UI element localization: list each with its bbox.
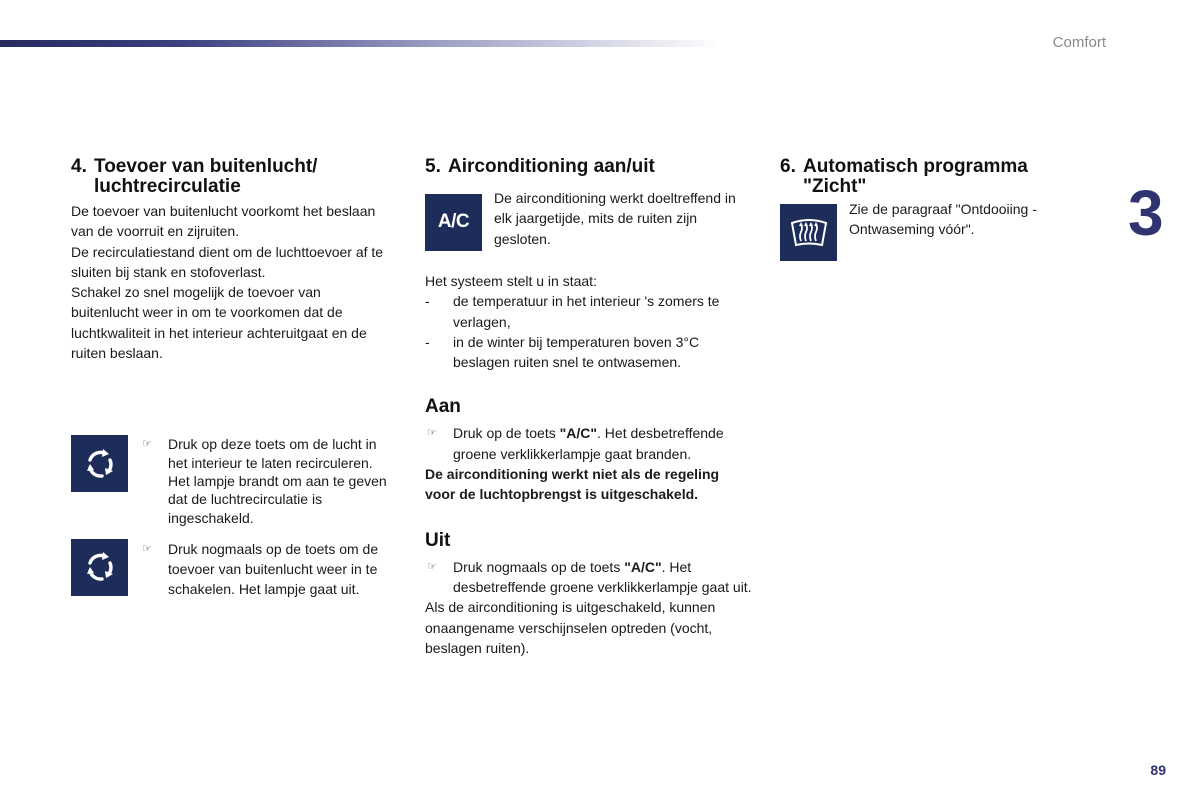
section-4-title — [71, 157, 391, 197]
bullet-pointer-icon: ☞ — [142, 438, 152, 451]
recirculation-on-instruction — [71, 435, 391, 526]
list-item-text: de temperatuur in het interieur 's zomers te verlagen, — [453, 293, 720, 330]
section-6-title — [780, 157, 1080, 197]
section-5-title-text: Airconditioning aan/uit — [448, 156, 655, 177]
paragraph: Schakel zo snel mogelijk de toevoer van buitenlucht weer in om te voorkomen dat de luchtkwaliteit in het interieur achteruitgaat en de ruiten beslaan. — [71, 284, 367, 362]
ac-on-text: Druk op de toets — [453, 425, 560, 442]
chapter-number: 3 — [1128, 177, 1163, 249]
section-6-title-line2: "Zicht" — [803, 176, 867, 197]
section-visibility-program — [780, 157, 1080, 261]
dash-mark: - — [425, 293, 430, 310]
ac-off-note: Als de airconditioning is uitgeschakeld, kunnen onaangename verschijnselen optreden (vocht, beslagen ruiten). — [425, 599, 716, 656]
recirculation-icon — [71, 435, 128, 492]
ac-on-instruction — [425, 423, 755, 464]
recirculation-icon — [71, 539, 128, 596]
ac-intro: De airconditioning werkt doeltreffend in elk jaargetijde, mits de ruiten zijn gesloten. — [494, 190, 736, 247]
ac-key-label: "A/C" — [559, 425, 598, 442]
recirculation-off-text: Druk nogmaals op de toets om de toevoer van buitenlucht weer in te schakelen. Het lampje gaat uit. — [168, 540, 379, 598]
section-label: Comfort — [1052, 34, 1106, 51]
ac-label: A/C — [437, 211, 470, 233]
ac-off-text-end: . Het desbetreffende groene verklikkerlampje gaat uit. — [453, 558, 752, 595]
recirculation-off-instruction — [71, 539, 391, 600]
list-item — [425, 332, 755, 373]
section-4-title-line2: luchtrecirculatie — [94, 176, 241, 197]
section-4-title-line1: Toevoer van buitenlucht/ — [94, 156, 318, 177]
bullet-pointer-icon: ☞ — [142, 542, 152, 555]
list-item-text: in de winter bij temperaturen boven 3°C beslagen ruiten snel te ontwasemen. — [453, 333, 700, 371]
ac-on-warning: De airconditioning werkt niet als de regeling voor de luchtopbrengst is uitgeschakeld. — [425, 466, 720, 503]
section-6-number: 6. — [780, 156, 796, 177]
off-heading: Uit — [425, 529, 451, 551]
windscreen-demist-icon — [780, 204, 837, 261]
section-6-title-line1: Automatisch programma — [803, 156, 1028, 177]
ac-key-label: "A/C" — [624, 558, 662, 575]
ac-off-instruction — [425, 557, 755, 598]
section-air-conditioning — [425, 157, 755, 658]
section-4-number: 4. — [71, 156, 87, 177]
on-heading: Aan — [425, 396, 461, 418]
header-gradient-bar — [0, 40, 720, 47]
ac-off-text: Druk nogmaals op de toets — [453, 558, 625, 575]
bullet-pointer-icon: ☞ — [427, 427, 437, 440]
section-outside-air-recirculation — [71, 157, 391, 600]
paragraph: De recirculatiestand dient om de luchttoevoer af te sluiten bij stank en stofoverlast. — [71, 243, 384, 280]
list-item — [425, 291, 755, 332]
dash-mark: - — [425, 333, 430, 350]
bullet-pointer-icon: ☞ — [427, 560, 437, 573]
ac-on-text-end: . Het desbetreffende groene verklikkerlampje gaat branden. — [453, 425, 724, 462]
section-5-title — [425, 157, 755, 177]
visibility-reference: Zie de paragraaf "Ontdooiing - Ontwaseming vóór". — [849, 201, 1037, 238]
page-number: 89 — [1150, 762, 1166, 778]
section-5-number: 5. — [425, 156, 441, 177]
ac-button-icon — [425, 194, 482, 251]
paragraph: De toevoer van buitenlucht voorkomt het beslaan van de voorruit en zijruiten. — [71, 203, 376, 240]
system-intro: Het systeem stelt u in staat: — [425, 273, 597, 289]
recirculation-on-text: Druk op deze toets om de lucht in het interieur te laten recirculeren. Het lampje brandt om aan te geven dat de luchtrecirculatie is ingeschakeld. — [168, 436, 387, 526]
